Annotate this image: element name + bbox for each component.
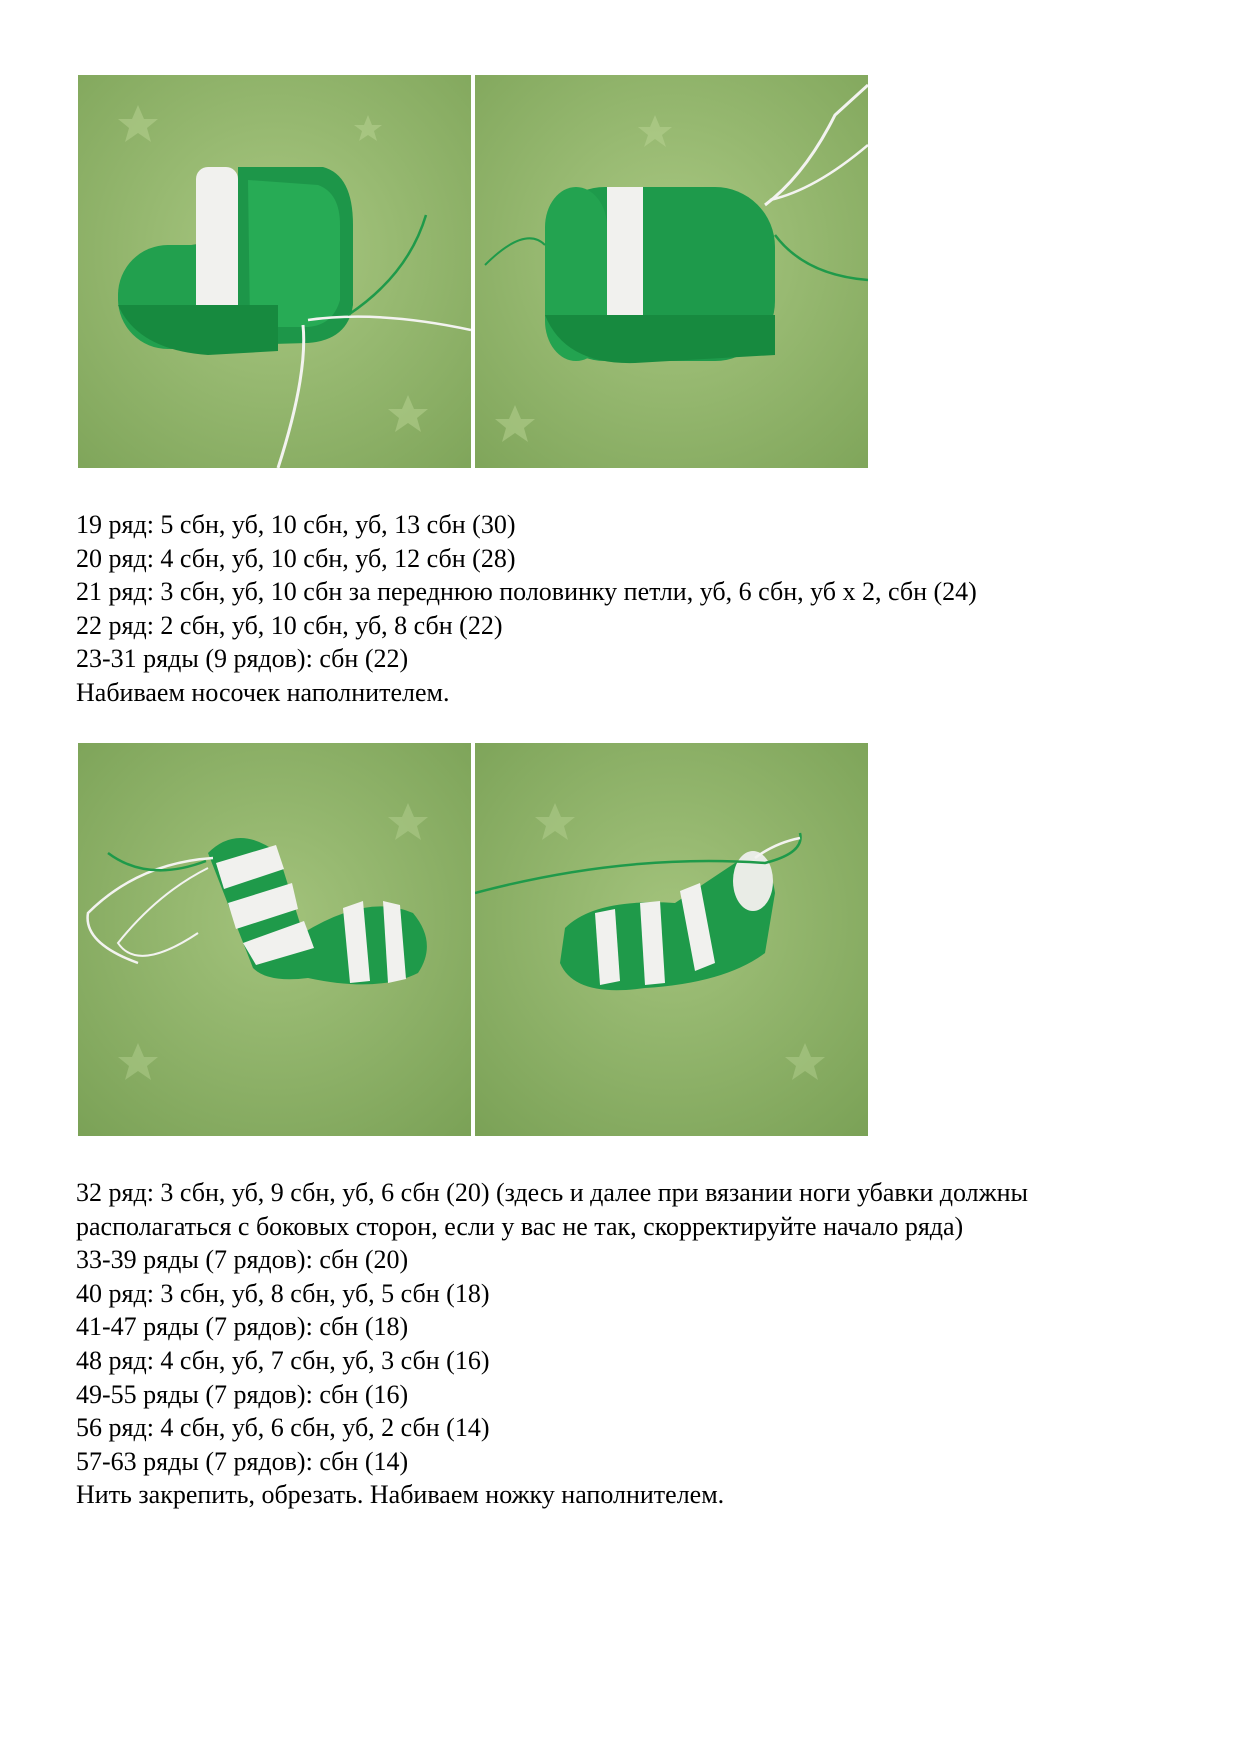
sock-leg-right-photo [475, 743, 868, 1136]
instruction-line: 20 ряд: 4 сбн, уб, 10 сбн, уб, 12 сбн (28) [76, 543, 516, 573]
instruction-line: Нить закрепить, обрезать. Набиваем ножку наполнителем. [76, 1480, 725, 1510]
instruction-line: располагаться с боковых сторон, если у вас не так, скорректируйте начало ряда) [76, 1211, 964, 1241]
instruction-line: 56 ряд: 4 сбн, уб, 6 сбн, уб, 2 сбн (14) [76, 1413, 490, 1443]
instructions-rows-19-31 [76, 508, 1186, 710]
instruction-line: 57-63 ряды (7 рядов): сбн (14) [76, 1446, 409, 1476]
instruction-line: 48 ряд: 4 сбн, уб, 7 сбн, уб, 3 сбн (16) [76, 1345, 490, 1375]
instruction-line: 22 ряд: 2 сбн, уб, 10 сбн, уб, 8 сбн (22) [76, 610, 503, 640]
instruction-line: 33-39 ряды (7 рядов): сбн (20) [76, 1245, 409, 1275]
instruction-line: 21 ряд: 3 сбн, уб, 10 сбн за переднюю половинку петли, уб, 6 сбн, уб х 2, сбн (24) [76, 577, 977, 607]
photo-row-top [78, 75, 868, 468]
instruction-line: 23-31 ряды (9 рядов): сбн (22) [76, 644, 409, 674]
instruction-line: Набиваем носочек наполнителем. [76, 677, 450, 707]
instruction-line: 49-55 ряды (7 рядов): сбн (16) [76, 1379, 409, 1409]
instruction-line: 41-47 ряды (7 рядов): сбн (18) [76, 1312, 409, 1342]
photo-row-bottom [78, 743, 868, 1136]
sock-toe-front-photo [78, 75, 471, 468]
instruction-line: 19 ряд: 5 сбн, уб, 10 сбн, уб, 13 сбн (30) [76, 510, 516, 539]
instruction-line: 32 ряд: 3 сбн, уб, 9 сбн, уб, 6 сбн (20) (здесь и далее при вязании ноги убавки должны [76, 1178, 1028, 1207]
instructions-rows-32-63 [76, 1176, 1186, 1512]
instruction-line: 40 ряд: 3 сбн, уб, 8 сбн, уб, 5 сбн (18) [76, 1278, 490, 1308]
sock-leg-left-photo [78, 743, 471, 1136]
sock-toe-side-photo [475, 75, 868, 468]
